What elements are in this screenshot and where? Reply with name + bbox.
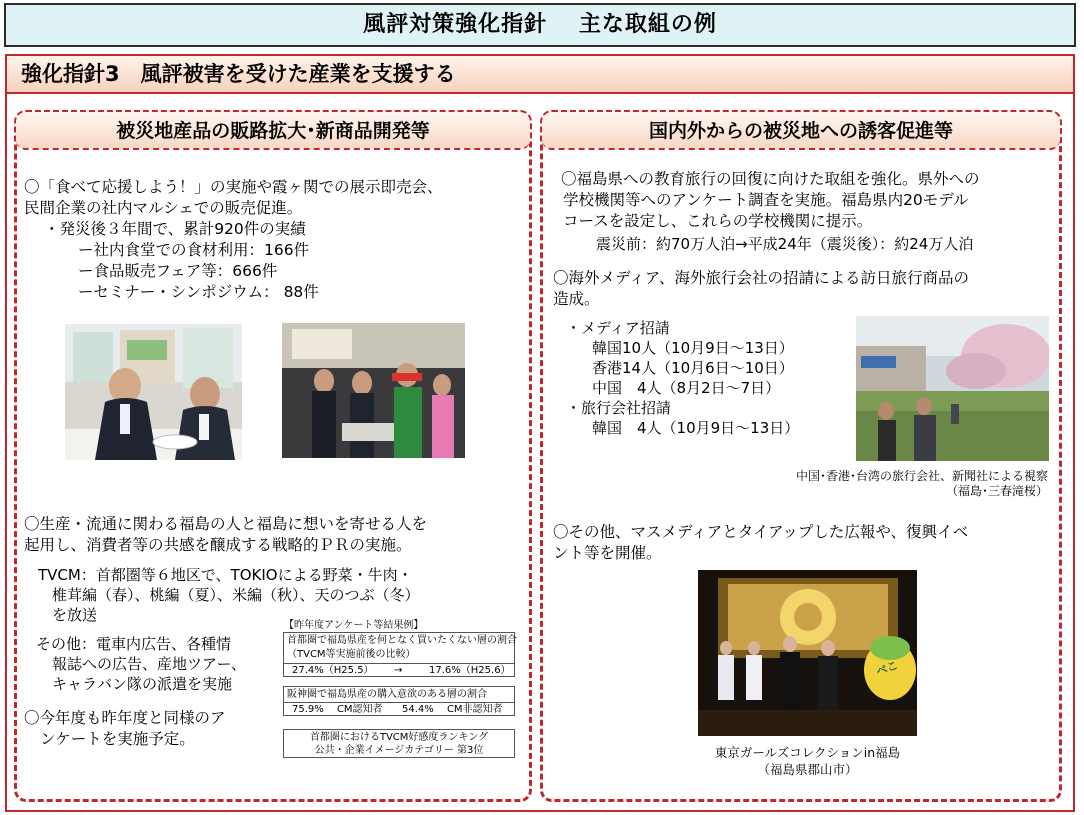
list-item: 韓国 4人（10月9日～13日）	[592, 419, 800, 437]
left-bullet-results: ・発災後３年間で、累計920件の実績	[44, 220, 306, 238]
right-paragraph-2: 〇海外メディア、海外旅行会社の招請による訪日旅行商品の 造成。	[553, 269, 970, 308]
list-item: 韓国10人（10月9日～13日）	[592, 339, 794, 357]
survey-box-3: 首都圏におけるTVCM好感度ランキング 公共・企業イメージカテゴリー 第3位	[283, 729, 515, 758]
mascot-label: べこ	[874, 658, 900, 679]
photo-tokyo-girls-collection	[698, 570, 917, 736]
photo-officials-eating	[65, 324, 242, 460]
page-title: 風評対策強化指針 主な取組の例	[4, 3, 1076, 47]
other-promotions-text: その他：電車内広告、各種情 報誌への広告、産地ツアー、 キャラバン隊の派遣を実施	[36, 635, 246, 693]
tvcm-text: TVCM：首都圏等６地区で、TOKIOによる野菜・牛肉・ 椎茸編（春）、桃編（夏）、米編（秋）、天のつぶ（冬） を放送	[38, 566, 420, 624]
section-heading: 強化指針3 風評被害を受けた産業を支援する	[7, 56, 1073, 94]
survey-heading: 【昨年度アンケート等結果例】	[284, 620, 424, 631]
left-paragraph-2: 〇生産・流通に関わる福島の人と福島に想いを寄せる人を 起用し、消費者等の共感を醸成する戦略的ＰＲの実施。	[24, 515, 428, 554]
survey-box-1: 首都圏で福島県産を何となく買いたくない層の割合 （TVCM等実施前後の比較） 27.4%（H25.5） → 17.6%（H25.6）	[283, 632, 515, 677]
photo-caption-miharu: 中国･香港･台湾の旅行会社、新聞社による視察 （福島･三春滝桜）	[795, 469, 1048, 498]
right-panel-title: 国内外からの被災地への誘客促進等	[542, 112, 1060, 150]
photo-sales-fair	[282, 323, 465, 458]
left-paragraph-3: 〇今年度も昨年度と同様のア ンケートを実施予定。	[24, 709, 226, 748]
list-item: ー食品販売フェア等：666件	[78, 262, 278, 280]
event-caption: 東京ガールズコレクションin福島 （福島県郡山市）	[714, 745, 901, 777]
tourism-stat: 震災前：約70万人泊→平成24年（震災後）：約24万人泊	[596, 235, 974, 253]
list-item: 中国 4人（8月2日～7日）	[592, 379, 781, 397]
media-invitation-list: ・メディア招請 韓国10人（10月9日～13日） 香港14人（10月6日～10日） 中国 4人（8月2日～7日） ・旅行会社招請 韓国 4人（10月9日～13日）	[566, 319, 800, 437]
left-sub-list	[78, 240, 319, 303]
photo-miharu-takizakura	[856, 316, 1049, 461]
left-panel-title: 被災地産品の販路拡大･新商品開発等	[16, 112, 530, 150]
list-item: ーセミナー・シンポジウム： 88件	[78, 283, 319, 301]
right-paragraph-1: 〇福島県への教育旅行の回復に向けた取組を強化。県外への 学校機関等へのアンケート調査を実施。福島県内20モデル コースを設定し、これらの学校機関に提示。	[561, 170, 980, 230]
list-item: ー社内食堂での食材利用：166件	[78, 241, 310, 259]
right-paragraph-3: 〇その他、マスメディアとタイアップした広報や、復興イベ ント等を開催。	[553, 523, 969, 562]
list-item: 香港14人（10月6日～10日）	[592, 359, 794, 377]
left-paragraph-1: 〇「食べて応援しよう！」の実施や霞ヶ関での展示即売会、 民間企業の社内マルシェでの販売促進。	[24, 178, 443, 217]
survey-box-2: 阪神圏で福島県産の購入意欲のある層の割合 75.9% CM認知者 54.4% CM非認知者	[283, 686, 515, 716]
